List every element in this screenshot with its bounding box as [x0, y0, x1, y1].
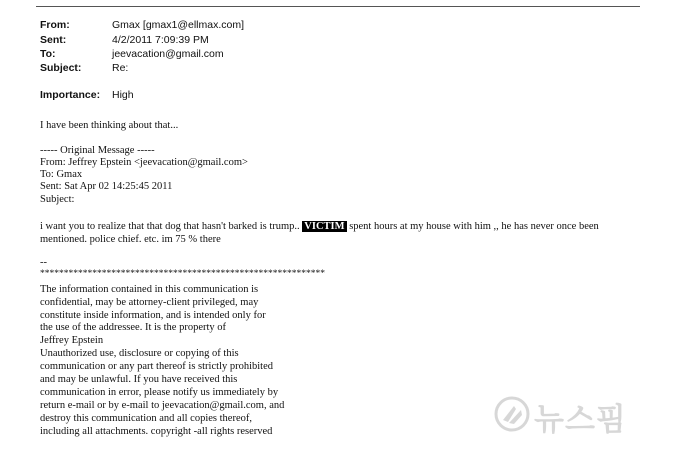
from-label: From: [40, 19, 70, 31]
importance-label: Importance: [40, 89, 101, 101]
disclaimer-line: and may be unlawful. If you have received this [40, 374, 238, 385]
disclaimer-line: The information contained in this communication is [40, 284, 259, 295]
top-rule [36, 6, 640, 7]
to-value: jeevacation@gmail.com [112, 48, 224, 60]
newspim-logo-icon [494, 396, 530, 432]
disclaimer-line: Jeffrey Epstein [40, 335, 104, 346]
disclaimer-line: confidential, may be attorney-client privileged, may [40, 297, 259, 308]
subject-value: Re: [112, 62, 129, 74]
original-from: From: Jeffrey Epstein <jeevacation@gmail.com> [40, 157, 248, 168]
redaction-box: VICTIM [304, 221, 345, 232]
importance-value: High [112, 89, 134, 101]
message-line-2: mentioned. police chief. etc. im 75 % there [40, 234, 221, 245]
signature-stars: ************************************************************ [40, 269, 325, 279]
disclaimer-line: Unauthorized use, disclosure or copying of this [40, 348, 239, 359]
sent-value: 4/2/2011 7:09:39 PM [112, 34, 209, 46]
disclaimer-line: destroy this communication and all copies thereof, [40, 413, 252, 424]
message-before: i want you to realize that that dog that hasn't barked is trump.. [40, 221, 300, 232]
subject-label: Subject: [40, 62, 82, 74]
message-after: spent hours at my house with him ,, he has never once been [349, 221, 599, 232]
sent-label: Sent: [40, 34, 67, 46]
from-value: Gmax [gmax1@ellmax.com] [112, 19, 245, 31]
watermark [494, 392, 664, 436]
message-line-1 [40, 220, 599, 233]
original-subject: Subject: [40, 194, 75, 205]
original-to: To: Gmax [40, 169, 83, 180]
to-label: To: [40, 48, 56, 60]
disclaimer-line: return e-mail or by e-mail to jeevacation@gmail.com, and [40, 400, 285, 411]
disclaimer-line: the use of the addressee. It is the property of [40, 322, 227, 333]
disclaimer-line: communication or any part thereof is strictly prohibited [40, 361, 273, 372]
original-sent: Sent: Sat Apr 02 14:25:45 2011 [40, 181, 173, 192]
disclaimer-line: communication in error, please notify us immediately by [40, 387, 279, 398]
disclaimer-line: including all attachments. copyright -all rights reserved [40, 426, 273, 437]
signature-dash: -- [40, 257, 47, 268]
disclaimer-line: constitute inside information, and is intended only for [40, 310, 266, 321]
reply-text: I have been thinking about that... [40, 120, 179, 131]
original-divider: ----- Original Message ----- [40, 145, 155, 156]
watermark-text: 뉴스핌 [534, 402, 627, 438]
